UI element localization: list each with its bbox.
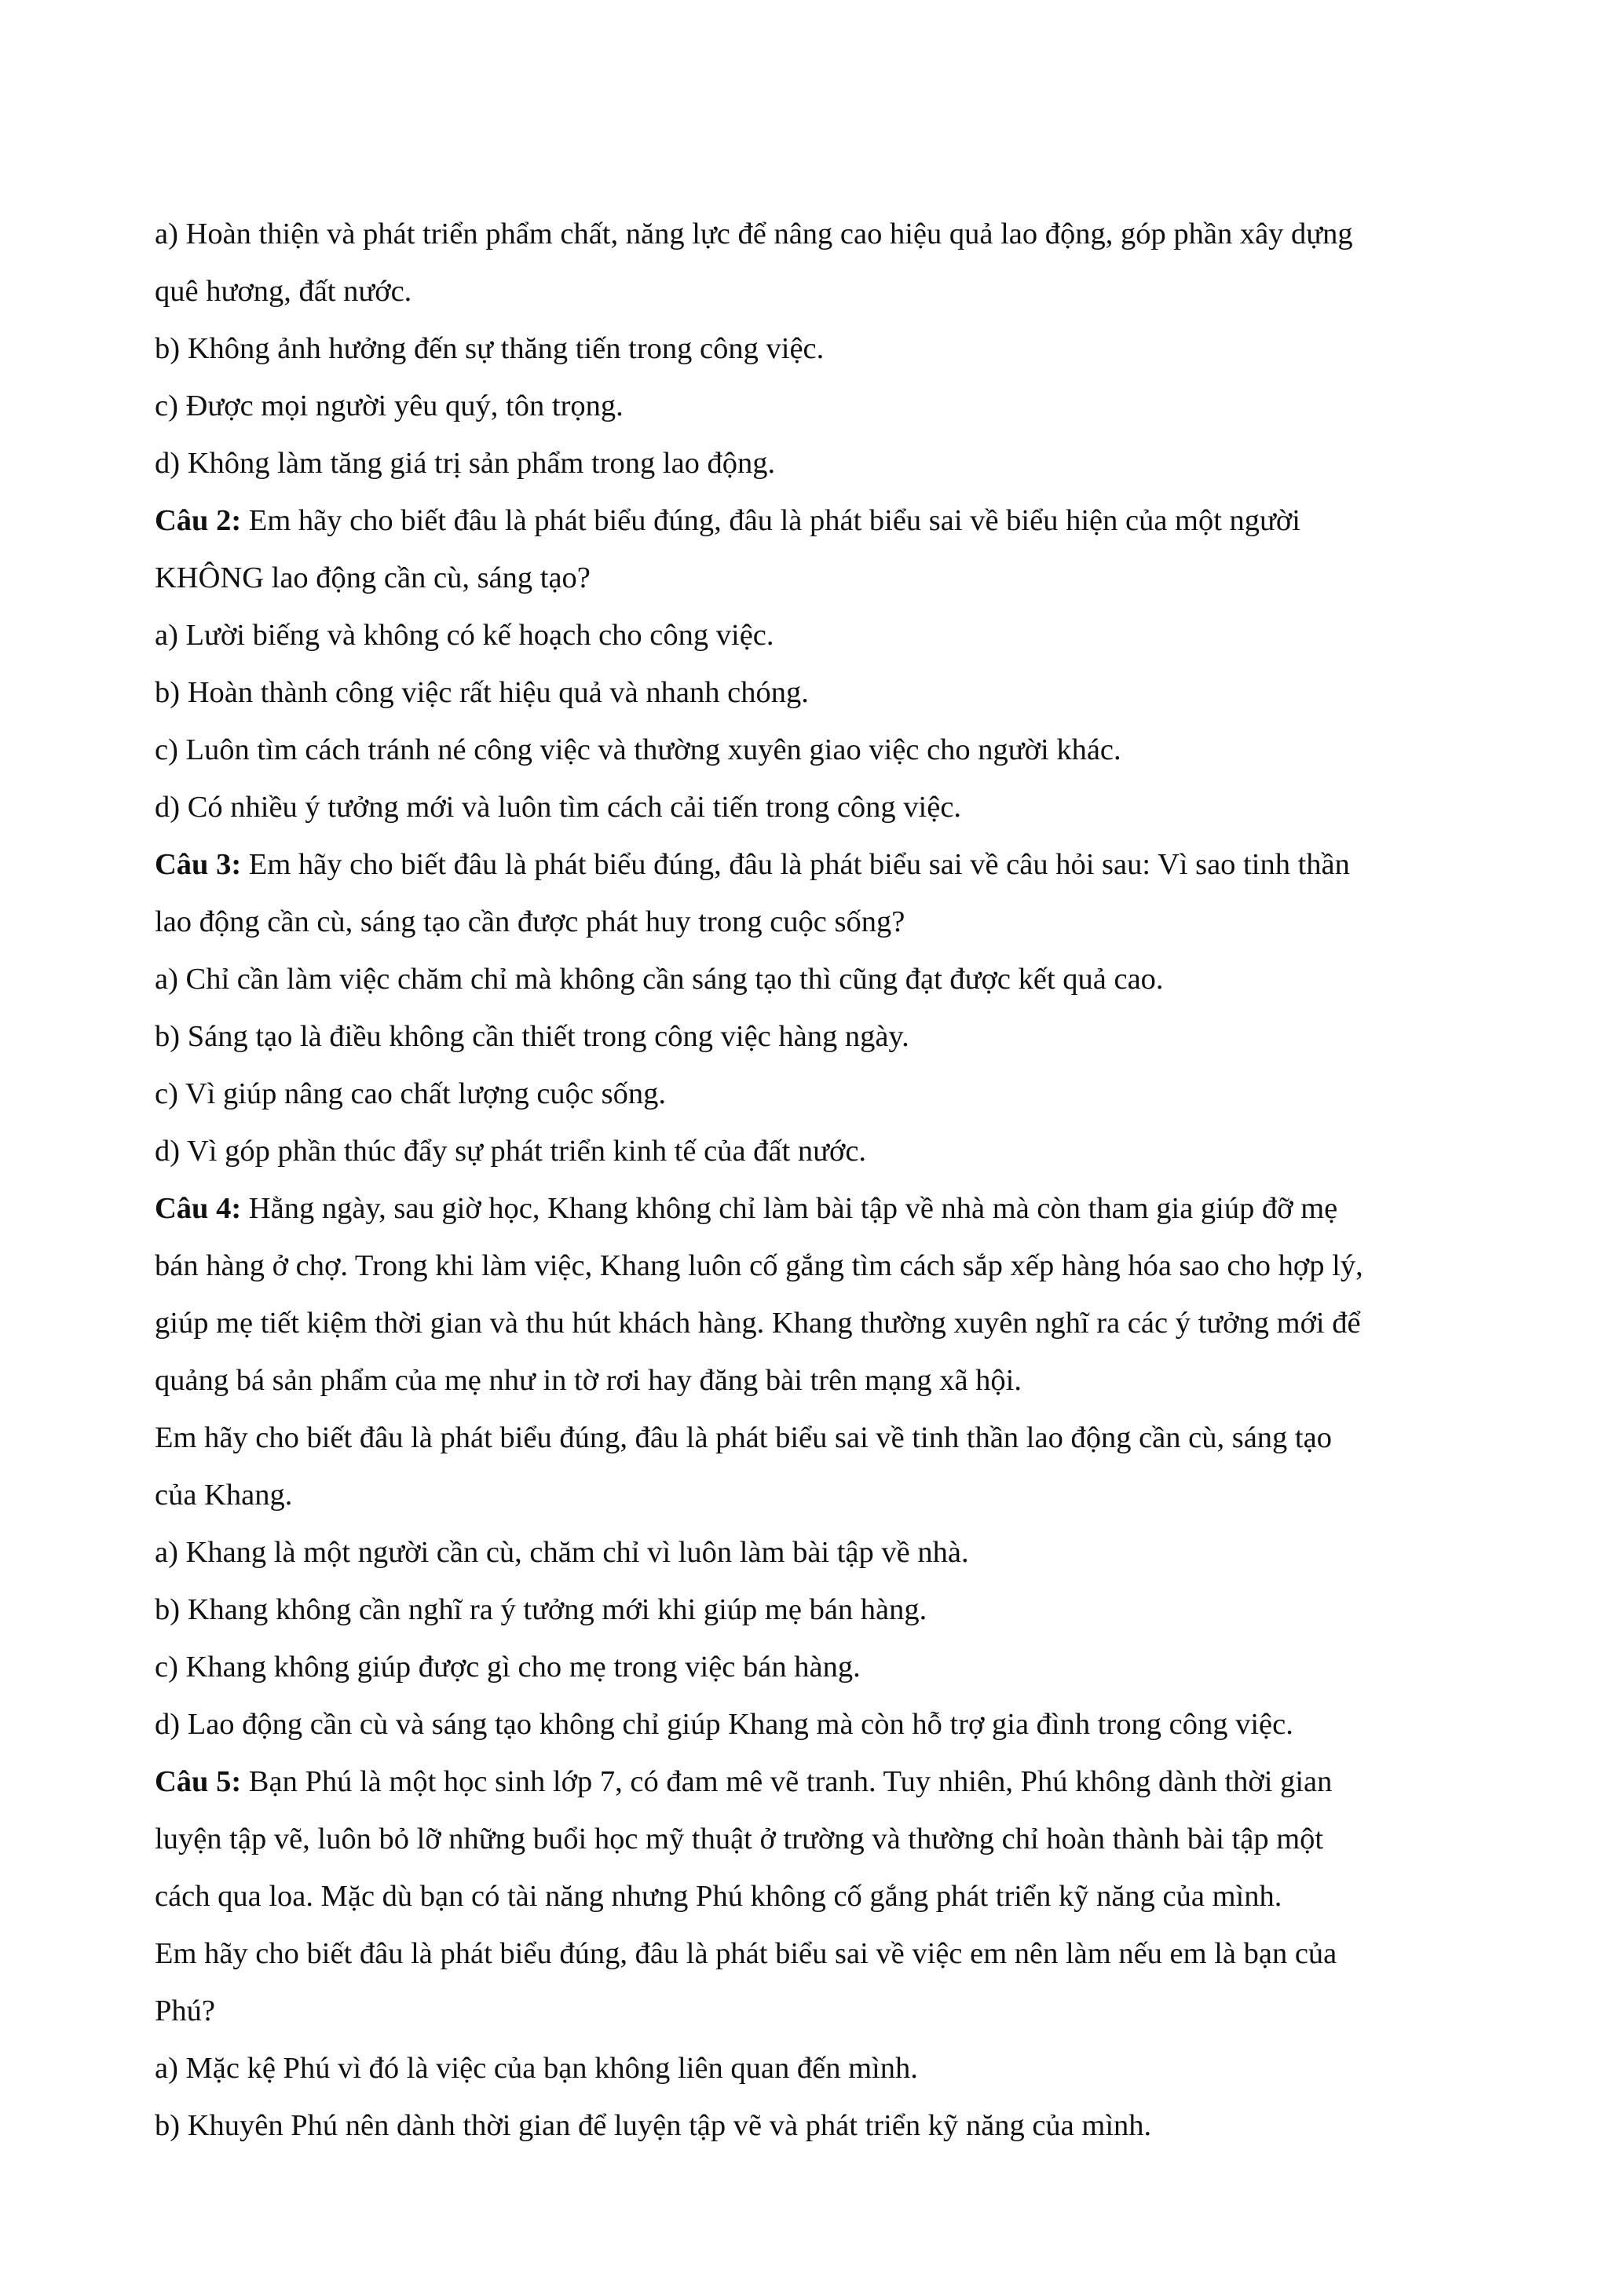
q4-option-a: a) Khang là một người cần cù, chăm chỉ vì luôn làm bài tập về nhà. bbox=[155, 1536, 969, 1569]
q5-stem-line2: luyện tập vẽ, luôn bỏ lỡ những buổi học mỹ thuật ở trường và thường chỉ hoàn thành bài tập một bbox=[155, 1823, 1324, 1855]
q3-stem-line1 bbox=[155, 836, 1474, 894]
q2-option-c: c) Luôn tìm cách tránh né công việc và thường xuyên giao việc cho người khác. bbox=[155, 733, 1121, 766]
q4-label: Câu 4: bbox=[155, 1192, 242, 1225]
q3-option-d: d) Vì góp phần thúc đẩy sự phát triển kinh tế của đất nước. bbox=[155, 1135, 867, 1168]
q4-stem-line4: quảng bá sản phẩm của mẹ như in tờ rơi hay đăng bài trên mạng xã hội. bbox=[155, 1364, 1022, 1397]
q1-option-b: b) Không ảnh hưởng đến sự thăng tiến trong công việc. bbox=[155, 332, 825, 365]
question-4 bbox=[155, 1180, 1474, 1753]
q2-stem-line2: KHÔNG lao động cần cù, sáng tạo? bbox=[155, 561, 591, 594]
q5-stem-text: Bạn Phú là một học sinh lớp 7, có đam mê vẽ tranh. Tuy nhiên, Phú không dành thời gian bbox=[241, 1765, 1333, 1798]
q4-option-d: d) Lao động cần cù và sáng tạo không chỉ giúp Khang mà còn hỗ trợ gia đình trong công việc. bbox=[155, 1708, 1293, 1741]
q2-option-b: b) Hoàn thành công việc rất hiệu quả và nhanh chóng. bbox=[155, 676, 809, 709]
q4-option-c: c) Khang không giúp được gì cho mẹ trong việc bán hàng. bbox=[155, 1651, 861, 1684]
q1-option-c: c) Được mọi người yêu quý, tôn trọng. bbox=[155, 389, 624, 422]
q3-option-c: c) Vì giúp nâng cao chất lượng cuộc sống. bbox=[155, 1077, 667, 1110]
q2-stem-line1 bbox=[155, 492, 1474, 550]
q5-label: Câu 5: bbox=[155, 1765, 242, 1798]
question-3 bbox=[155, 836, 1474, 1180]
q4-option-b: b) Khang không cần nghĩ ra ý tưởng mới khi giúp mẹ bán hàng. bbox=[155, 1593, 927, 1626]
q1-option-a-line2: quê hương, đất nước. bbox=[155, 275, 412, 308]
question-5 bbox=[155, 1753, 1474, 2155]
q2-stem-text: Em hãy cho biết đâu là phát biểu đúng, đâu là phát biểu sai về biểu hiện của một người bbox=[241, 504, 1300, 537]
q5-option-a: a) Mặc kệ Phú vì đó là việc của bạn không liên quan đến mình. bbox=[155, 2052, 918, 2085]
question-2 bbox=[155, 492, 1474, 836]
q3-option-b: b) Sáng tạo là điều không cần thiết trong công việc hàng ngày. bbox=[155, 1020, 909, 1053]
q5-question-line2: Phú? bbox=[155, 1994, 215, 2027]
q4-stem-line2: bán hàng ở chợ. Trong khi làm việc, Khang luôn cố gắng tìm cách sắp xếp hàng hóa sao cho hợp lý, bbox=[155, 1249, 1363, 1282]
q5-stem-line3: cách qua loa. Mặc dù bạn có tài năng nhưng Phú không cố gắng phát triển kỹ năng của mình. bbox=[155, 1880, 1282, 1913]
q4-question-line1: Em hãy cho biết đâu là phát biểu đúng, đâu là phát biểu sai về tinh thần lao động cần cù, sáng tạo bbox=[155, 1421, 1332, 1454]
q2-option-a: a) Lười biếng và không có kế hoạch cho công việc. bbox=[155, 619, 774, 652]
q3-stem-line2: lao động cần cù, sáng tạo cần được phát huy trong cuộc sống? bbox=[155, 905, 905, 938]
q1-option-d: d) Không làm tăng giá trị sản phẩm trong lao động. bbox=[155, 447, 776, 480]
q4-stem-line3: giúp mẹ tiết kiệm thời gian và thu hút khách hàng. Khang thường xuyên nghĩ ra các ý tưởng mới để bbox=[155, 1307, 1361, 1340]
q3-label: Câu 3: bbox=[155, 848, 242, 881]
q2-label: Câu 2: bbox=[155, 504, 242, 537]
q2-option-d: d) Có nhiều ý tưởng mới và luôn tìm cách cải tiến trong công việc. bbox=[155, 791, 962, 824]
document-page bbox=[155, 206, 1474, 2155]
q5-option-b: b) Khuyên Phú nên dành thời gian để luyện tập vẽ và phát triển kỹ năng của mình. bbox=[155, 2109, 1152, 2142]
question-1-options bbox=[155, 206, 1474, 492]
q3-option-a: a) Chỉ cần làm việc chăm chỉ mà không cần sáng tạo thì cũng đạt được kết quả cao. bbox=[155, 963, 1164, 996]
q3-stem-text: Em hãy cho biết đâu là phát biểu đúng, đâu là phát biểu sai về câu hỏi sau: Vì sao tinh thần bbox=[241, 848, 1350, 881]
q4-question-line2: của Khang. bbox=[155, 1479, 293, 1512]
q4-stem-text: Hằng ngày, sau giờ học, Khang không chỉ làm bài tập về nhà mà còn tham gia giúp đỡ mẹ bbox=[241, 1192, 1338, 1225]
q4-stem-line1 bbox=[155, 1180, 1474, 1238]
q5-stem-line1 bbox=[155, 1753, 1474, 1811]
q5-question-line1: Em hãy cho biết đâu là phát biểu đúng, đâu là phát biểu sai về việc em nên làm nếu em là bạn của bbox=[155, 1937, 1337, 1970]
q1-option-a-line1: a) Hoàn thiện và phát triển phẩm chất, năng lực để nâng cao hiệu quả lao động, góp phần xây dựng bbox=[155, 218, 1353, 250]
